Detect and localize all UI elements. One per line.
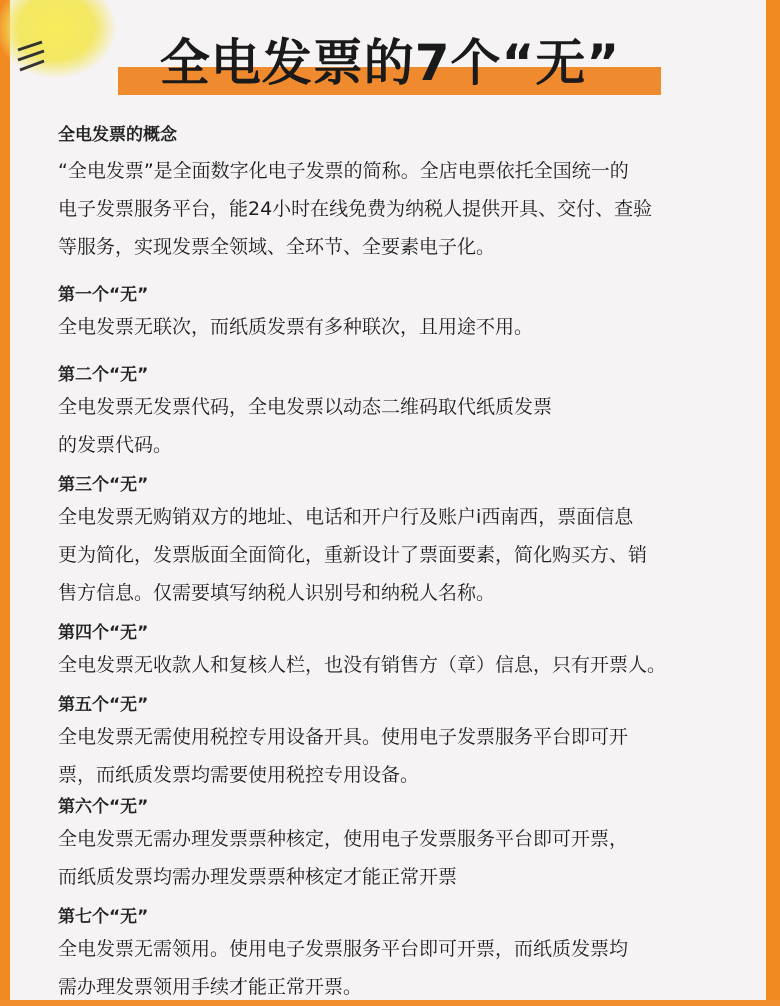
section-heading-2: 第二个“无” (58, 365, 149, 385)
concept-line: 电子发票服务平台，能24小时在线免费为纳税人提供开具、交付、查验 (58, 198, 653, 220)
section-7-line: 全电发票无需领用。使用电子发票服务平台即可开票，而纸质发票均 (58, 938, 629, 960)
page-title: 全电发票的7个“无” (159, 34, 621, 92)
section-3-line: 全电发票无购销双方的地址、电话和开户行及账户i西南西，票面信息 (58, 506, 634, 528)
section-heading-5: 第五个“无” (58, 695, 149, 715)
content-area (58, 122, 748, 1006)
section-heading-6: 第六个“无” (58, 797, 149, 817)
section-1-line: 全电发票无联次，而纸质发票有多种联次，且用途不用。 (58, 316, 534, 338)
section-heading-3: 第三个“无” (58, 475, 149, 495)
frame-right-border (766, 0, 780, 1000)
section-heading-4: 第四个“无” (58, 623, 149, 643)
section-6-line: 而纸质发票均需办理发票票种核定才能正常开票 (58, 866, 458, 888)
section-3-line: 售方信息。仅需要填写纳税人识别号和纳税人名称。 (58, 582, 496, 604)
section-2-line: 的发票代码。 (58, 434, 173, 456)
concept-line: “全电发票”是全面数字化电子发票的简称。全店电票依托全国统一的 (58, 160, 629, 182)
section-2-line: 全电发票无发票代码，全电发票以动态二维码取代纸质发票 (58, 396, 553, 418)
section-4-line: 全电发票无收款人和复核人栏，也没有销售方（章）信息，只有开票人。 (58, 654, 667, 676)
section-heading-concept: 全电发票的概念 (58, 125, 177, 145)
section-7-line: 需办理发票领用手续才能正常开票。 (58, 976, 363, 998)
section-3-line: 更为简化，发票版面全面简化，重新设计了票面要素，简化购买方、销 (58, 544, 648, 566)
concept-line: 等服务，实现发票全领域、全环节、全要素电子化。 (58, 236, 496, 258)
section-5-line: 全电发票无需使用税控专用设备开具。使用电子发票服务平台即可开 (58, 726, 629, 748)
section-6-line: 全电发票无需办理发票票种核定，使用电子发票服务平台即可开票， (58, 828, 629, 850)
section-5-line: 票，而纸质发票均需要使用税控专用设备。 (58, 764, 420, 786)
section-heading-7: 第七个“无” (58, 907, 149, 927)
section-heading-1: 第一个“无” (58, 285, 149, 305)
